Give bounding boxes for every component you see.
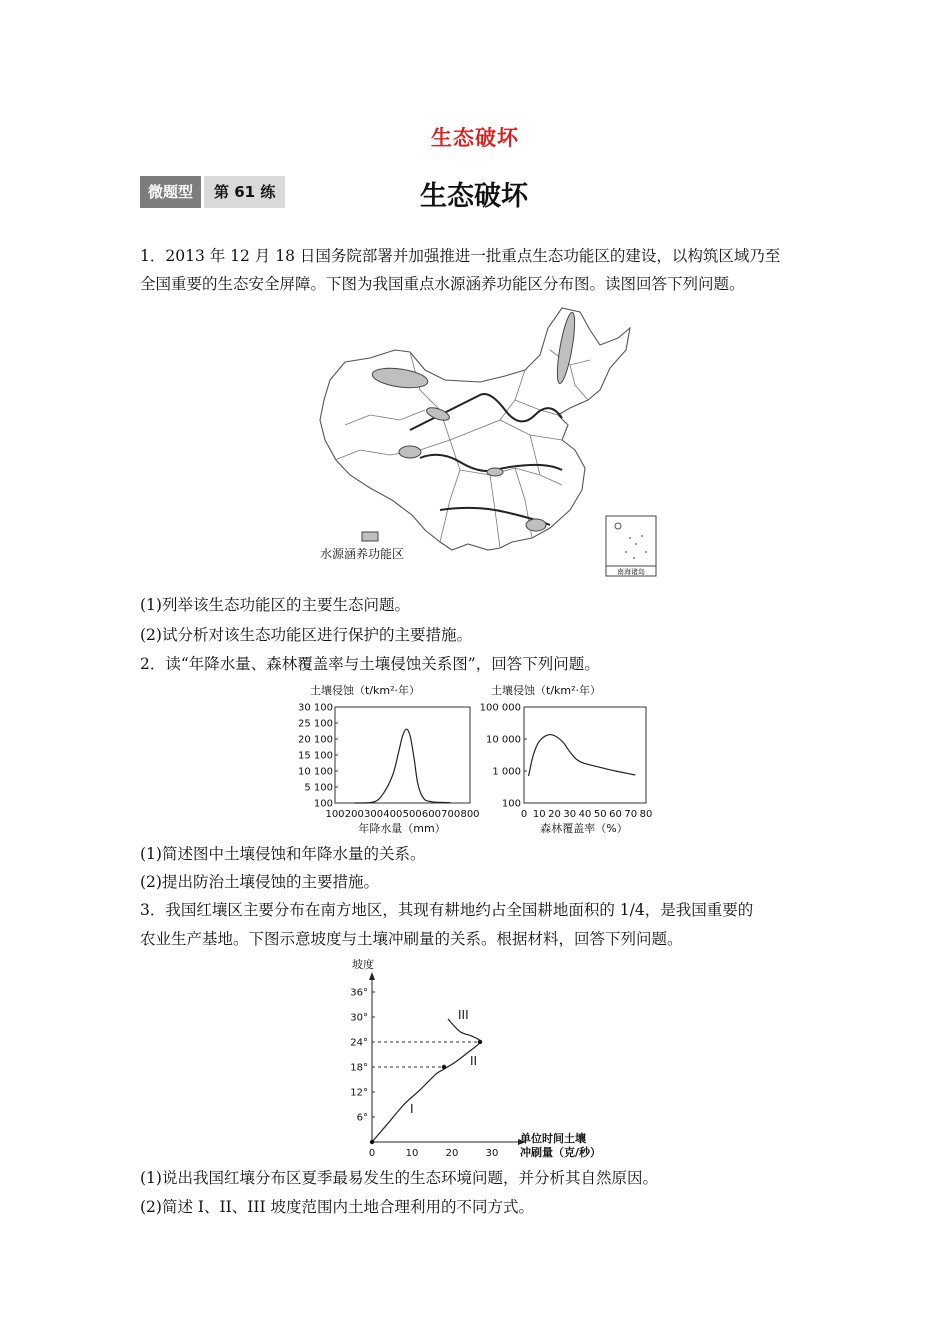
chart3-ytick-label: 18° [350, 1062, 368, 1074]
chart3-ytick-label: 12° [350, 1087, 368, 1099]
q3-sub2: (2)简述 I、II、III 坡度范围内土地合理利用的不同方式。 [140, 1198, 535, 1216]
chart2-xtick-label: 30 [563, 809, 577, 820]
chart1-frame [335, 707, 470, 803]
chart1-xtick-label: 800 [460, 809, 480, 820]
chart2-ytick-label: 100 [501, 798, 521, 810]
chart3-ytick-label: 6° [356, 1112, 368, 1124]
chart1-ytick-label: 100 [313, 798, 333, 810]
segment-label-2: II [470, 1054, 478, 1068]
chart3-series-line [372, 1019, 480, 1142]
q2-sub2: (2)提出防治土壤侵蚀的主要措施。 [140, 873, 379, 891]
chart2-xtick-label: 0 [520, 809, 528, 820]
q1-text-line2: 全国重要的生态安全屏障。下图为我国重点水源涵养功能区分布图。读图回答下列问题。 [140, 275, 745, 293]
badge-type: 微题型 [140, 176, 201, 208]
chart2-xtick-label: 10 [532, 809, 546, 820]
segment-label-3: III [458, 1008, 469, 1022]
chart1-ytick-label: 30 100 [298, 702, 333, 714]
chart3-ytick-label: 24° [350, 1037, 368, 1049]
chart3-ylabel: 坡度 [352, 958, 374, 971]
section-title: 生态破坏 [420, 181, 528, 212]
segment-label-1: I [410, 1102, 414, 1116]
chart3-point [370, 1140, 374, 1144]
chart3-xtick-label: 30 [485, 1148, 499, 1159]
chart3-point [478, 1040, 482, 1044]
legend-swatch [362, 532, 378, 541]
chart2-xlabel: 森林覆盖率（%） [540, 822, 628, 835]
q3-text-line1: 3．我国红壤区主要分布在南方地区，其现有耕地约占全国耕地面积的 1/4，是我国重要的 [140, 901, 754, 919]
chart3-xtick-label: 10 [405, 1148, 419, 1159]
q2-text: 2．读“年降水量、森林覆盖率与土壤侵蚀关系图”，回答下列问题。 [140, 655, 600, 673]
china-map [300, 300, 660, 580]
chart1-ytick-label: 20 100 [298, 734, 333, 746]
chart1-xtick-label: 600 [421, 809, 441, 820]
chart1-xtick-label: 400 [383, 809, 403, 820]
chart2-ytick-label: 10 000 [486, 734, 521, 746]
chart2-xtick-label: 20 [548, 809, 561, 820]
chart2-xtick-label: 40 [578, 809, 592, 820]
chart3-ytick-label: 36° [350, 987, 368, 999]
chart2-xtick-label: 80 [639, 809, 653, 820]
chart-slope-erosion [320, 952, 620, 1162]
chart1-ytick-label: 5 100 [304, 782, 333, 794]
chart3-ytick-label: 30° [350, 1012, 368, 1024]
chart3-xlabel: 单位时间土壤 冲刷量（克/秒） [520, 1132, 602, 1159]
chart2-ytick-label: 100 000 [479, 702, 521, 714]
chart2-ylabel: 土壤侵蚀（t/km²·年） [491, 684, 602, 697]
chart2-frame [524, 707, 646, 803]
chart2-series-line [529, 735, 636, 776]
south-sea-inset [606, 516, 656, 576]
map-outline [320, 308, 630, 550]
badge-number: 第 61 练 [201, 176, 285, 208]
chart1-xtick-label: 700 [441, 809, 461, 820]
chart-forest-erosion [479, 680, 666, 840]
chart1-ytick-label: 10 100 [298, 766, 333, 778]
q3-sub1: (1)说出我国红壤分布区夏季最易发生的生态环境问题，并分析其自然原因。 [140, 1169, 658, 1187]
chart1-xtick-label: 300 [364, 809, 384, 820]
chart2-xtick-label: 60 [609, 809, 622, 820]
chart1-ytick-label: 15 100 [298, 750, 333, 762]
inset-label: 南海诸岛 [617, 568, 645, 576]
q1-text-line1: 1．2013 年 12 月 18 日国务院部署并加强推进一批重点生态功能区的建设，以构筑区域乃至 [140, 247, 781, 265]
q3-text-line2: 农业生产基地。下图示意坡度与土壤冲刷量的关系。根据材料，回答下列问题。 [140, 930, 683, 948]
chart1-xtick-label: 100 [325, 809, 345, 820]
chart1-ytick-label: 25 100 [298, 718, 333, 730]
chart2-xtick-label: 50 [593, 809, 607, 820]
map-legend [320, 532, 404, 561]
page-title: 生态破坏 [431, 126, 519, 150]
chart-precipitation-erosion [290, 680, 490, 840]
chart2-ytick-label: 1 000 [492, 766, 521, 778]
chart1-ylabel: 土壤侵蚀（t/km²·年） [310, 684, 421, 697]
chart1-series-line [354, 729, 450, 803]
q2-sub1: (1)简述图中土壤侵蚀和年降水量的关系。 [140, 845, 426, 863]
chart1-xtick-label: 200 [344, 809, 364, 820]
exercise-badge [140, 176, 285, 208]
chart1-xlabel: 年降水量（mm） [358, 822, 446, 835]
chart3-xtick-label: 20 [445, 1148, 459, 1159]
legend-label: 水源涵养功能区 [320, 547, 405, 561]
q1-sub2: (2)试分析对该生态功能区进行保护的主要措施。 [140, 626, 472, 644]
q1-sub1: (1)列举该生态功能区的主要生态问题。 [140, 596, 410, 614]
chart1-xtick-label: 500 [402, 809, 422, 820]
chart3-xtick-label: 0 [368, 1148, 376, 1159]
chart3-point [442, 1065, 446, 1069]
chart3-y-arrow [369, 972, 375, 980]
chart2-xtick-label: 70 [624, 809, 638, 820]
